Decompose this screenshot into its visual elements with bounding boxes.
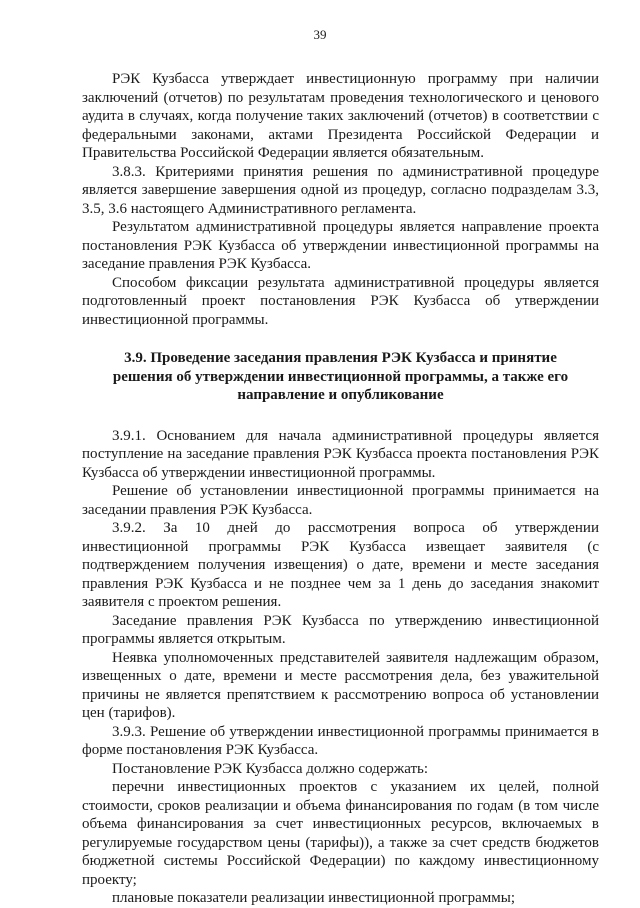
page-number: 39 — [313, 27, 327, 42]
document-body — [82, 70, 599, 908]
paragraph: Способом фиксации результата административной процедуры является подготовленный проект постановления РЭК Кузбасса об утверждении инвестиционной программы. — [82, 274, 599, 328]
paragraph: перечни инвестиционных проектов с указанием их целей, полной стоимости, сроков реализации и объема финансирования по годам (в том числе объема финансирования за счет инвестиционных ресурсов, включаемых в регулируемые государством цены (тарифы)), а также за счет средств бюджетов бюджетной системы Российской Федерации) по каждому инвестиционному проекту; — [82, 779, 599, 888]
paragraph: плановые показатели реализации инвестиционной программы; — [112, 890, 516, 906]
paragraph: 3.8.3. Критериями принятия решения по административной процедуре является завершение завершения одной из процедур, согласно подразделам 3.3, 3.5, 3.6 настоящего Административного регламента. — [82, 163, 599, 217]
paragraph: РЭК Кузбасса утверждает инвестиционную программу при наличии заключений (отчетов) по результатам проведения технологического и ценового аудита в случаях, когда получение таких заключений (отчетов) в соответствии с федеральными законами, актами Президента Российской Федерации и Правительства Российской Федерации является обязательным. — [82, 71, 599, 161]
paragraph: 3.9.1. Основанием для начала административной процедуры является поступление на заседание правления РЭК Кузбасса проекта постановления РЭК Кузбасса об утверждении инвестиционной программы. — [82, 427, 599, 481]
paragraph: 3.9.3. Решение об утверждении инвестиционной программы принимается в форме постановления РЭК Кузбасса. — [82, 723, 599, 758]
paragraph: Неявка уполномоченных представителей заявителя надлежащим образом, извещенных о дате, времени и месте рассмотрения дела, без уважительной причины не является препятствием к рассмотрению вопроса об установлении цен (тарифов). — [82, 649, 599, 721]
paragraph: Постановление РЭК Кузбасса должно содержать: — [112, 760, 429, 777]
section-heading: 3.9. Проведение заседания правления РЭК Кузбасса и принятие решения об утверждении инвестиционной программы, а также его направление и опубликование — [112, 350, 569, 403]
paragraph: Решение об установлении инвестиционной программы принимается на заседании правления РЭК Кузбасса. — [82, 483, 599, 518]
paragraph: 3.9.2. За 10 дней до рассмотрения вопроса об утверждении инвестиционной программы РЭК Кузбасса извещает заявителя (с подтверждением получения извещения) о дате, времени и месте заседания правления РЭК Кузбасса и не позднее чем за 1 день до заседания знакомит заявителя с проектом решения. — [82, 520, 599, 610]
paragraph: Заседание правления РЭК Кузбасса по утверждению инвестиционной программы является открытым. — [82, 612, 599, 647]
paragraph: Результатом административной процедуры является направление проекта постановления РЭК Кузбасса об утверждении инвестиционной программы на заседание правления РЭК Кузбасса. — [82, 219, 599, 272]
